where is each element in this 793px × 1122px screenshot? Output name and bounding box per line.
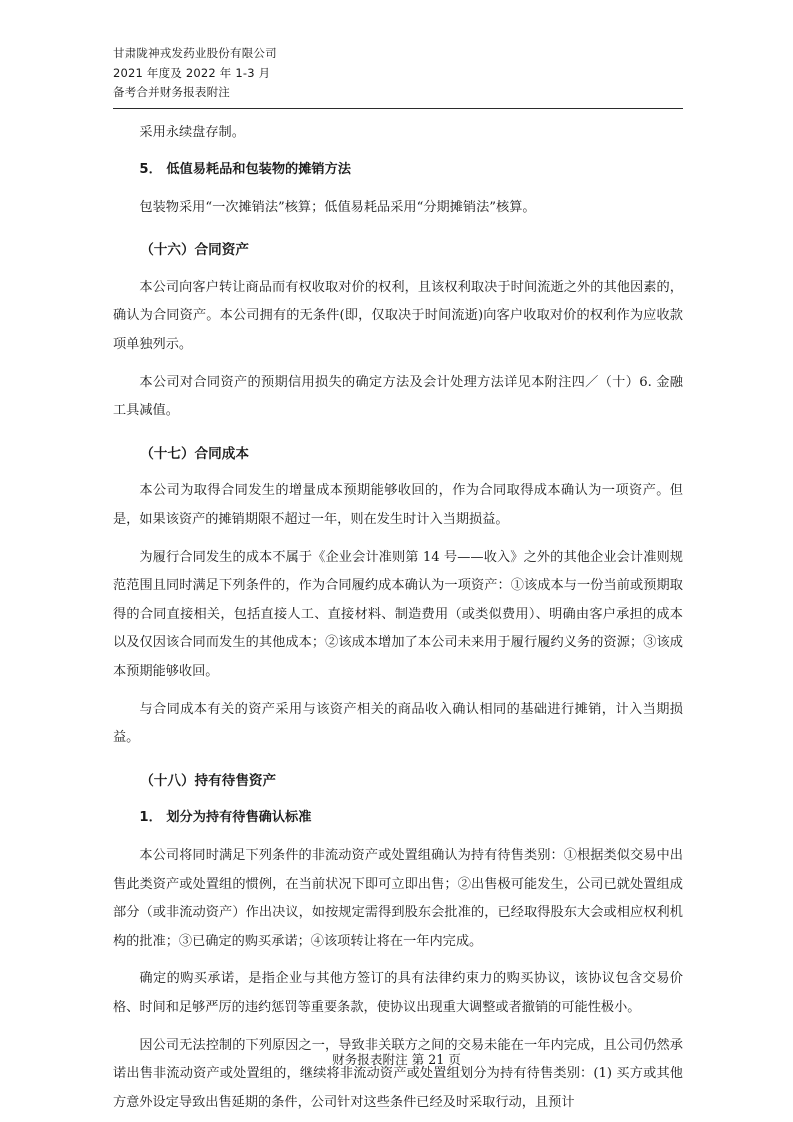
paragraph-18-3: 因公司无法控制的下列原因之一，导致非关联方之间的交易未能在一年内完成，且公司仍然承诺出售非流动资产或处置组的，继续将非流动资产或处置组划分为持有待售类别：(1) 买方或其他方意外设定导致出售延期的条件，公司针对这些条件已经及时采取行动，且预计: [113, 1037, 683, 1110]
header-divider: [113, 108, 683, 109]
spacer: [113, 956, 683, 965]
paragraph-17-2: 为履行合同发生的成本不属于《企业会计准则第 14 号——收入》之外的其他企业会计准则规范范围且同时满足下列条件的，作为合同履约成本确认为一项资产：①该成本与一份当前或预期取得的合同直接相关，包括直接人工、直接材料、制造费用（或类似费用）、明确由客户承担的成本以及仅因该合同而发生的其他成本；②该成本增加了本公司未来用于履行履约义务的资源；③该成本预期能够收回。: [113, 549, 683, 679]
spacer: [113, 360, 683, 369]
spacer: [113, 1023, 683, 1032]
paragraph-17-3: 与合同成本有关的资产采用与该资产相关的商品收入确认相同的基础进行摊销，计入当期损益。: [113, 701, 683, 746]
header-company-name: 甘肃陇神戎发药业股份有限公司: [113, 46, 277, 60]
document-body: [113, 119, 683, 1118]
header-document-title: 备考合并财务报表附注: [113, 85, 230, 99]
spacer: [113, 265, 683, 274]
paragraph-5: 包装物采用“一次摊销法”核算；低值易耗品采用“分期摊销法”核算。: [139, 199, 536, 215]
page-footer: 财务报表附注 第 21 页: [332, 1052, 461, 1067]
spacer: [113, 468, 683, 477]
spacer: [113, 222, 683, 236]
spacer: [113, 147, 683, 156]
page-content: [113, 44, 683, 1117]
spacer: [113, 426, 683, 440]
spacer: [113, 185, 683, 194]
paragraph-18-1: 本公司将同时满足下列条件的非流动资产或处置组确认为持有待售类别：①根据类似交易中出售此类资产或处置组的惯例，在当前状况下即可立即出售；②出售极可能发生，公司已就处置组成部分（或非流动资产）作出决议，如按规定需得到股东会批准的，已经取得股东大会或相应权利机构的批准；③已确定的购买承诺；④该项转让将在一年内完成。: [113, 847, 683, 949]
paragraph-18-2: 确定的购买承诺，是指企业与其他方签订的具有法律约束力的购买协议，该协议包含交易价格、时间和足够严厉的违约惩罚等重要条款，使协议出现重大调整或者撤销的可能性极小。: [113, 971, 683, 1015]
heading-section-17: （十七）合同成本: [140, 445, 249, 462]
paragraph-17-1: 本公司为取得合同发生的增量成本预期能够收回的，作为合同取得成本确认为一项资产。但是，如果该资产的摊销期限不超过一年，则在发生时计入当期损益。: [113, 483, 683, 528]
paragraph-16-2: 本公司对合同资产的预期信用损失的确定方法及会计处理方法详见本附注四／（十）6. 金融工具减值。: [113, 374, 683, 419]
spacer: [113, 795, 683, 804]
spacer: [113, 753, 683, 767]
page-header: [113, 44, 683, 103]
paragraph-16-1: 本公司向客户转让商品而有权收取对价的权利，且该权利取决于时间流逝之外的其他因素的，确认为合同资产。本公司拥有的无条件(即，仅取决于时间流逝)向客户收取对价的权利作为应收款项单独列示。: [113, 279, 683, 353]
spacer: [113, 535, 683, 544]
paragraph-opening: 采用永续盘存制。: [139, 124, 245, 140]
spacer: [113, 833, 683, 842]
heading-18-1: 1． 划分为持有待售确认标准: [139, 810, 312, 826]
heading-section-16: （十六）合同资产: [140, 242, 249, 259]
header-period: 2021 年度及 2022 年 1-3 月: [113, 65, 271, 80]
spacer: [113, 687, 683, 696]
heading-5: 5． 低值易耗品和包装物的摊销方法: [139, 162, 351, 178]
heading-section-18: （十八）持有待售资产: [140, 772, 277, 789]
